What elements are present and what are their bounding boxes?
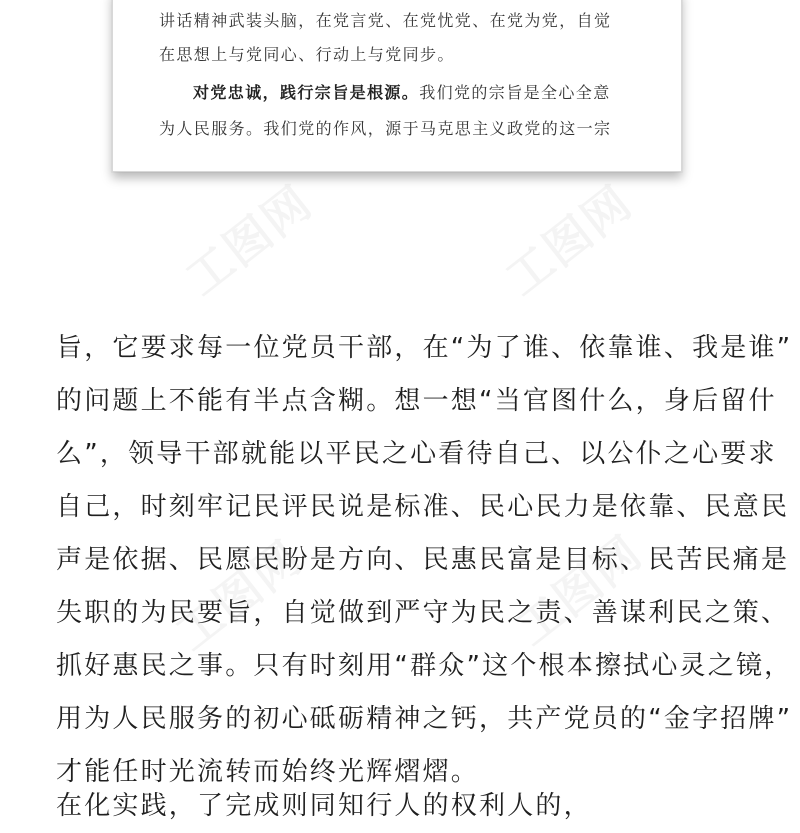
card-line-1: 讲话精神武装头脑，在党言党、在党忧党、在党为党，自觉	[159, 11, 612, 30]
card-line-3-rest: 我们党的宗旨是全心全意	[419, 83, 611, 102]
card-line-4: 为人民服务。我们党的作风，源于马克思主义政党的这一宗	[159, 119, 612, 138]
card-line-3-bold: 对党忠诚，践行宗旨是根源。	[193, 83, 420, 102]
paragraph-line: 用为人民服务的初心砥砺精神之钙，共产党员的“金字招牌”	[56, 704, 793, 734]
paragraph-line: 抓好惠民之事。只有时刻用“群众”这个根本擦拭心灵之镜，	[56, 651, 793, 681]
card-line-3	[193, 82, 649, 104]
paragraph-line: 的问题上不能有半点含糊。想一想“当官图什么，身后留什	[56, 386, 777, 416]
cutoff-line: 在化实践，了完成则同知行人的权利人的，	[56, 791, 592, 821]
paragraph-line: 失职的为民要旨，自觉做到严守为民之责、善谋利民之策、	[56, 598, 790, 628]
watermark	[490, 168, 644, 309]
paragraph-line: 声是依据、民愿民盼是方向、民惠民富是目标、民苦民痛是	[56, 545, 790, 575]
card-line-2: 在思想上与党同心、行动上与党同步。	[159, 45, 455, 64]
paragraph-line: 自己，时刻牢记民评民说是标准、民心民力是依靠、民意民	[56, 492, 790, 522]
excerpt-card	[112, 0, 682, 172]
watermark	[170, 168, 324, 309]
paragraph-line: 才能任时光流转而始终光辉熠熠。	[56, 757, 480, 787]
paragraph-line: 么”，领导干部就能以平民之心看待自己、以公仆之心要求	[56, 439, 777, 469]
paragraph-line: 旨，它要求每一位党员干部，在“为了谁、依靠谁、我是谁”	[56, 333, 793, 363]
